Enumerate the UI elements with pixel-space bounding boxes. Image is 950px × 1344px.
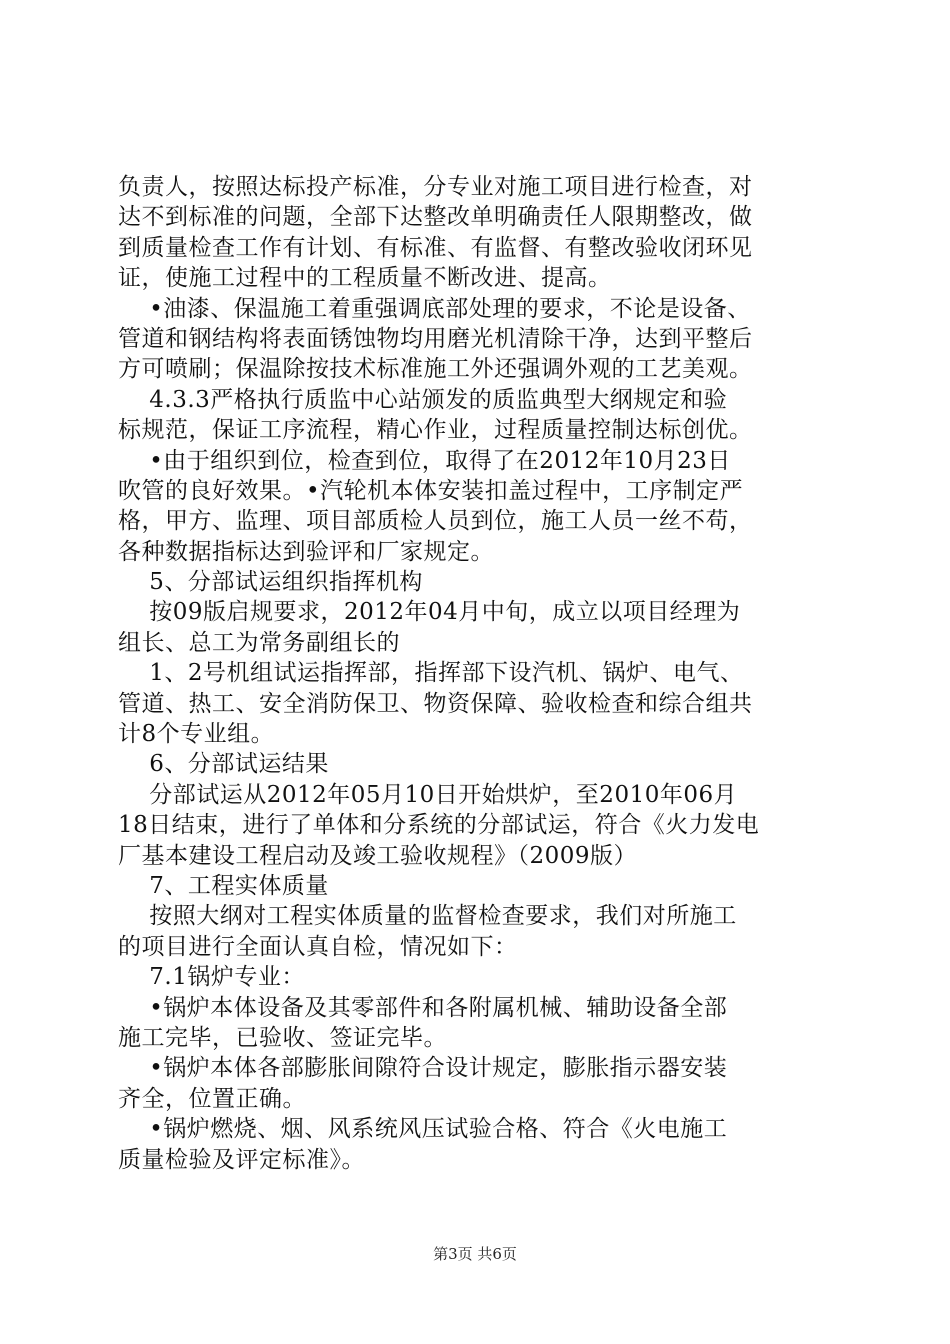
text-line: 各种数据指标达到验评和厂家规定。 [118, 538, 494, 565]
text-line: 6、分部试运结果 [118, 751, 329, 778]
text-line: 质量检验及评定标准》。 [118, 1146, 365, 1173]
text-line: 7.1锅炉专业： [118, 964, 305, 991]
document-body [118, 172, 848, 1175]
text-line: 5、分部试运组织指挥机构 [118, 569, 423, 596]
page-number: 第3页 共6页 [433, 1245, 517, 1263]
text-line: •由于组织到位，检查到位，取得了在2012年10月23日 [118, 447, 731, 474]
text-line: 达不到标准的问题，全部下达整改单明确责任人限期整改，做 [118, 204, 753, 231]
text-line: 4.3.3严格执行质监中心站颁发的质监典型大纲规定和验 [118, 386, 728, 413]
text-line: 按照大纲对工程实体质量的监督检查要求，我们对所施工 [118, 903, 737, 930]
text-line: 18日结束，进行了单体和分系统的分部试运，符合《火力发电 [118, 812, 760, 839]
text-line: 组长、总工为常务副组长的 [118, 629, 400, 656]
text-line: 7、工程实体质量 [118, 872, 329, 899]
text-line: 分部试运从2012年05月10日开始烘炉，至2010年06月 [118, 781, 738, 808]
text-line: 计8个专业组。 [118, 721, 275, 748]
text-line: 的项目进行全面认真自检，情况如下： [118, 933, 518, 960]
text-line: 1、2号机组试运指挥部，指挥部下设汽机、锅炉、电气、 [118, 660, 744, 687]
text-line: •锅炉本体设备及其零部件和各附属机械、辅助设备全部 [118, 994, 728, 1021]
text-line: 按09版启规要求，2012年04月中旬，成立以项目经理为 [118, 599, 741, 626]
text-line: 方可喷刷；保温除按技术标准施工外还强调外观的工艺美观。 [118, 356, 753, 383]
text-line: 施工完毕，已验收、签证完毕。 [118, 1024, 447, 1051]
text-line: 负责人，按照达标投产标准，分专业对施工项目进行检查，对 [118, 174, 753, 200]
text-line: 管道、热工、安全消防保卫、物资保障、验收检查和综合组共 [118, 690, 753, 717]
text-line: •油漆、保温施工着重强调底部处理的要求，不论是设备、 [118, 295, 751, 322]
text-line: 吹管的良好效果。•汽轮机本体安装扣盖过程中，工序制定严 [118, 477, 744, 504]
text-line: 标规范，保证工序流程，精心作业，过程质量控制达标创优。 [118, 417, 753, 444]
text-line: 厂基本建设工程启动及竣工验收规程》（2009版） [118, 842, 638, 869]
text-line: 管道和钢结构将表面锈蚀物均用磨光机清除干净，达到平整后 [118, 325, 753, 352]
text-line: •锅炉燃烧、烟、风系统风压试验合格、符合《火电施工 [118, 1116, 728, 1143]
text-line: 齐全，位置正确。 [118, 1085, 306, 1112]
text-line: •锅炉本体各部膨胀间隙符合设计规定，膨胀指示器安装 [118, 1055, 728, 1082]
text-line: 格，甲方、监理、项目部质检人员到位，施工人员一丝不苟， [118, 508, 753, 535]
page-footer [0, 1243, 950, 1264]
text-line: 到质量检查工作有计划、有标准、有监督、有整改验收闭环见 [118, 234, 753, 261]
text-line: 证，使施工过程中的工程质量不断改进、提高。 [118, 265, 612, 292]
